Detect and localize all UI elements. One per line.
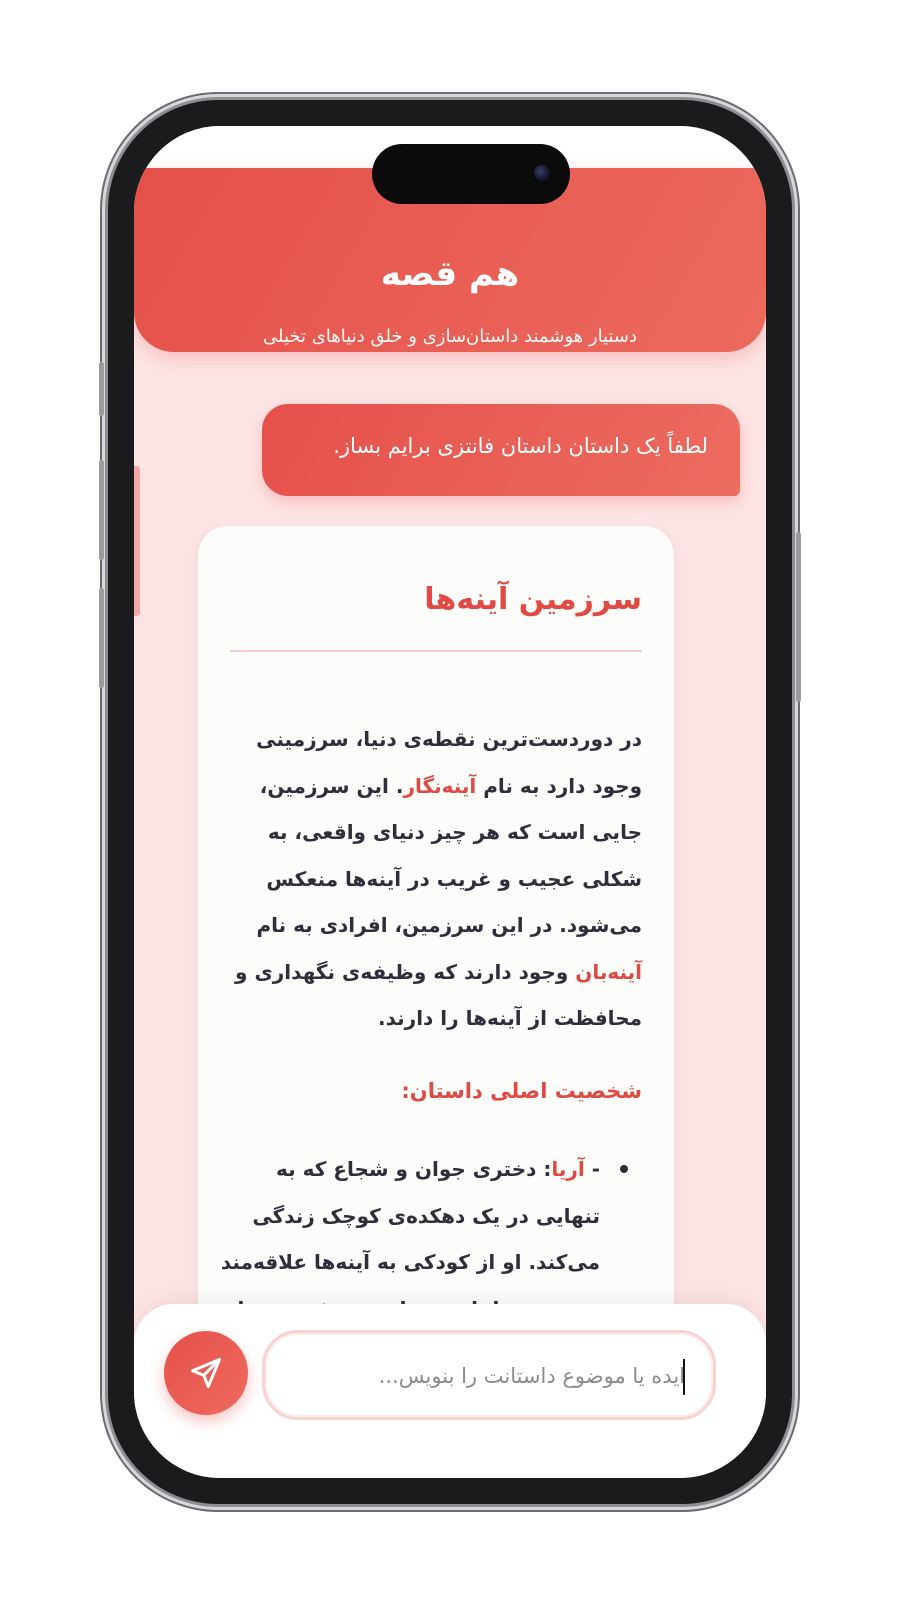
user-message-text: لطفاً یک داستان داستان فانتزی برایم بساز.	[333, 434, 708, 458]
paragraph-line	[235, 949, 642, 996]
bullet-text: : دختری جوان و شجاع که به	[275, 1157, 552, 1181]
bullet-text: می‌کند. او از کودکی به آینه‌ها علاقه‌مند	[220, 1250, 600, 1274]
app-title: هم قصه	[380, 254, 520, 294]
dynamic-island	[372, 144, 570, 204]
paragraph-line	[242, 809, 642, 856]
story-paragraph	[235, 716, 642, 1042]
bullet-line	[222, 1239, 600, 1286]
send-button[interactable]	[164, 1331, 248, 1415]
bullet-line	[222, 1193, 600, 1240]
paragraph-text: وجود دارد به نام	[476, 773, 642, 798]
paragraph-line	[242, 716, 642, 763]
highlight-term: آینه‌بان	[575, 959, 642, 984]
bullet-text: تنهایی در یک دهکده‌ی کوچک زندگی	[252, 1203, 600, 1228]
volume-up-button	[99, 460, 104, 560]
bullet-prefix: -	[584, 1157, 600, 1181]
characters-heading: شخصیت اصلی داستان:	[401, 1079, 642, 1103]
user-message-bubble	[262, 404, 740, 496]
power-button	[796, 532, 801, 702]
app-subtitle: دستیار هوشمند داستان‌سازی و خلق دنیاهای تخیلی	[262, 326, 638, 347]
action-button	[99, 362, 104, 416]
story-idea-input[interactable]	[285, 1357, 687, 1395]
title-divider	[230, 650, 642, 652]
story-title: سرزمین آینه‌ها	[424, 582, 642, 617]
story-idea-field[interactable]	[262, 1330, 716, 1420]
paragraph-text: محافظت از آینه‌ها را دارند.	[378, 1006, 642, 1030]
paragraph-text: می‌شود. در این سرزمین، افرادی به نام	[256, 913, 642, 937]
text-caret	[683, 1359, 685, 1395]
paragraph-text: شکلی عجیب و غریب در آینه‌ها منعکس	[266, 866, 642, 891]
paper-plane-icon	[188, 1355, 224, 1391]
paragraph-line	[242, 763, 642, 810]
paragraph-text: در دوردست‌ترین نقطه‌ی دنیا، سرزمینی	[256, 727, 642, 751]
paragraph-text: وجود دارند که وظیفه‌ی نگهداری و	[235, 959, 576, 984]
character-name: آریا	[551, 1157, 585, 1181]
phone-frame	[108, 100, 792, 1504]
bullet-icon	[620, 1165, 628, 1173]
bullet-line	[222, 1146, 600, 1193]
paragraph-line	[242, 995, 642, 1042]
paragraph-line	[242, 902, 642, 949]
volume-down-button	[99, 588, 104, 688]
highlight-term: آینه‌نگار	[403, 773, 477, 798]
composer-bar	[134, 1304, 766, 1478]
phone-screen	[134, 126, 766, 1478]
scroll-indicator[interactable]	[134, 466, 140, 616]
paragraph-text: . این سرزمین،	[259, 773, 404, 798]
front-camera-icon	[534, 165, 550, 181]
paragraph-line	[242, 856, 642, 903]
paragraph-text: جایی است که هر چیز دنیای واقعی، به	[267, 820, 642, 844]
assistant-story-card	[198, 526, 674, 1406]
